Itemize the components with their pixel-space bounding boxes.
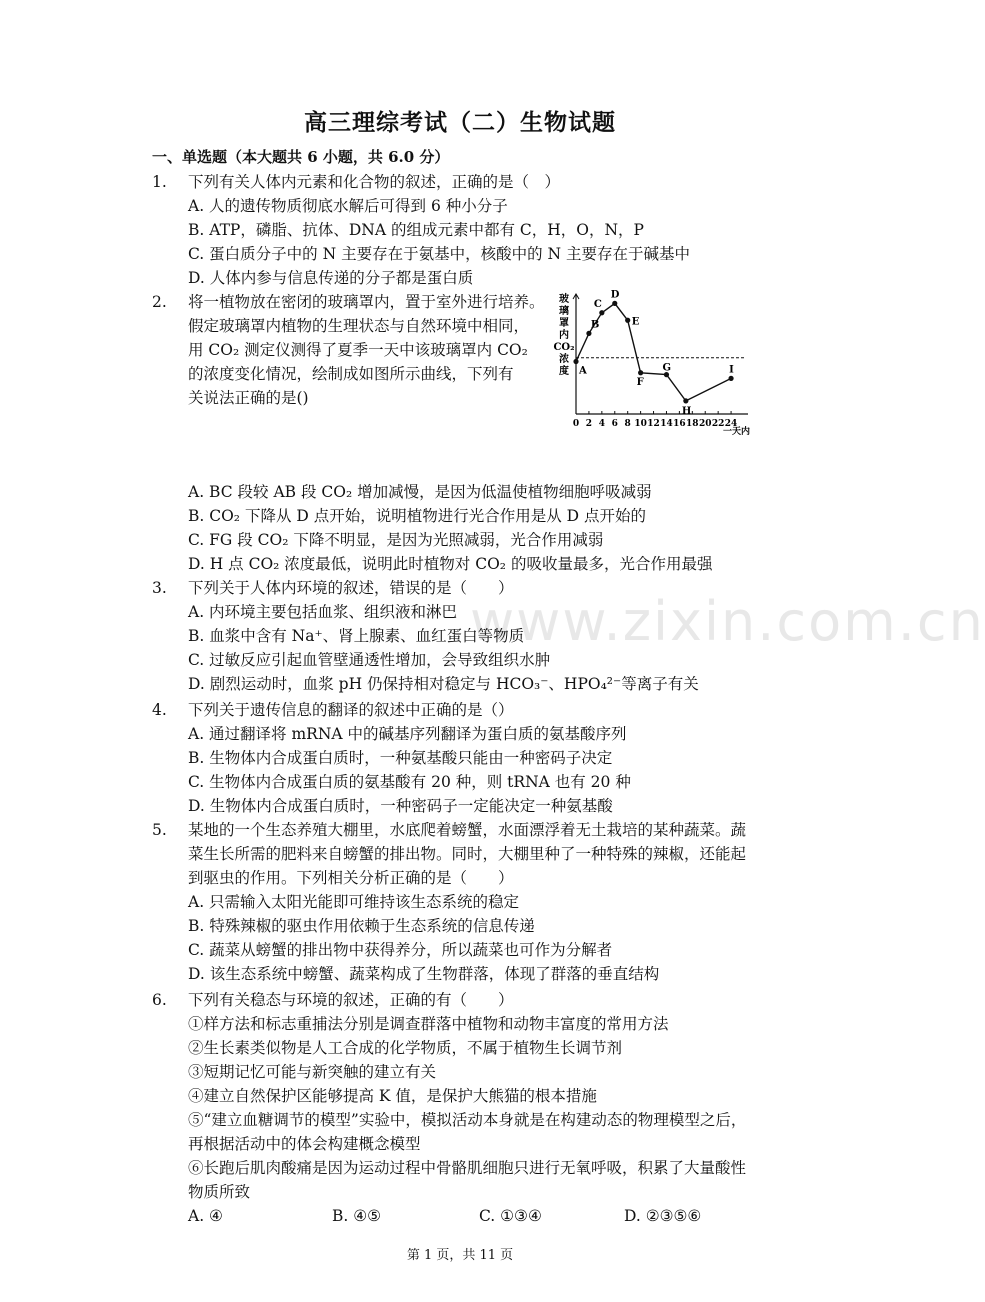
option-d: D. 剧烈运动时，血浆 pH 仍保持相对稳定与 HCO₃⁻、HPO₄²⁻等离子有关 — [188, 675, 699, 693]
question-number: 4. — [152, 701, 167, 719]
statement-item: ⑥长跑后肌肉酸痛是因为运动过程中骨骼肌细胞只进行无氧呼吸，积累了大量酸性 — [188, 1159, 747, 1177]
statement-item: 再根据活动中的体会构建概念模型 — [188, 1135, 421, 1153]
option-c: C. FG 段 CO₂ 下降不明显，是因为光照减弱，光合作用减弱 — [188, 531, 604, 549]
question-stem-line: 的浓度变化情况，绘制成如图所示曲线，下列有 — [188, 365, 514, 383]
data-point-f — [638, 370, 643, 375]
option-b: B. 特殊辣椒的驱虫作用依赖于生态系统的信息传递 — [188, 917, 535, 935]
page-footer: 第 1 页，共 11 页 — [406, 1248, 514, 1263]
option-c: C. 蛋白质分子中的 N 主要存在于氨基中，核酸中的 N 主要存在于碱基中 — [188, 245, 690, 263]
data-point-label: F — [636, 376, 644, 388]
data-point-label: E — [631, 316, 640, 328]
option-a: A. 通过翻译将 mRNA 中的碱基序列翻译为蛋白质的氨基酸序列 — [188, 725, 627, 743]
x-tick-label: 20 — [698, 419, 712, 429]
data-point-label: D — [610, 289, 620, 301]
y-axis-label-char: 璃 — [559, 306, 569, 317]
question-stem-line: 用 CO₂ 测定仪测得了夏季一天中该玻璃罩内 CO₂ — [188, 341, 528, 359]
x-tick-label: 14 — [660, 419, 673, 429]
statement-item: ①样方法和标志重捕法分别是调查群落中植物和动物丰富度的常用方法 — [188, 1015, 669, 1033]
option-c: C. 过敏反应引起血管壁通透性增加，会导致组织水肿 — [188, 651, 551, 669]
statement-item: ⑤“建立血糖调节的模型”实验中，模拟活动本身就是在构建动态的物理模型之后， — [188, 1111, 747, 1129]
option-d: D. 人体内参与信息传递的分子都是蛋白质 — [188, 269, 474, 287]
data-point-label: C — [593, 298, 602, 310]
data-point-a — [573, 359, 578, 364]
watermark: www.zixin.com.cn — [470, 590, 985, 653]
option-b: B. ATP，磷脂、抗体、DNA 的组成元素中都有 C，H，O，N，P — [188, 221, 644, 239]
data-point-b — [586, 331, 591, 336]
question-stem-line: 关说法正确的是() — [188, 389, 309, 407]
option-d: D. 该生态系统中螃蟹、蔬菜构成了生物群落，体现了群落的垂直结构 — [188, 965, 660, 983]
data-point-label: I — [729, 364, 734, 376]
question-stem-line: 假定玻璃罩内植物的生理状态与自然环境中相同， — [188, 317, 530, 335]
x-tick-label: 0 — [572, 419, 580, 429]
statement-item: ③短期记忆可能与新突触的建立有关 — [188, 1063, 437, 1081]
option-a: A. BC 段较 AB 段 CO₂ 增加减慢，是因为低温使植物细胞呼吸减弱 — [188, 483, 652, 501]
question-stem: 下列关于人体内环境的叙述，错误的是（ ） — [188, 579, 514, 597]
statement-item: ④建立自然保护区能够提高 K 值，是保护大熊猫的根本措施 — [188, 1087, 597, 1105]
x-tick-label: 10 — [634, 419, 647, 429]
option-d: D. 生物体内合成蛋白质时，一种密码子一定能决定一种氨基酸 — [188, 797, 613, 815]
data-point-d — [612, 301, 617, 306]
option-b: B. 血浆中含有 Na⁺、肾上腺素、血红蛋白等物质 — [188, 627, 525, 645]
data-point-i — [728, 376, 733, 381]
y-axis-label-char: 罩 — [559, 318, 569, 329]
x-tick-label: 6 — [611, 419, 618, 429]
x-tick-label: 4 — [598, 419, 605, 429]
option-c: C. ①③④ — [479, 1207, 542, 1225]
x-tick-label: 2 — [585, 419, 593, 429]
question-number: 5. — [152, 821, 167, 839]
option-a: A. 只需输入太阳光能即可维持该生态系统的稳定 — [188, 893, 520, 911]
data-point-c — [599, 310, 604, 315]
question-stem: 下列有关稳态与环境的叙述，正确的有（ ） — [188, 991, 514, 1009]
data-point-label: H — [681, 405, 692, 417]
x-tick-label: 8 — [624, 419, 631, 429]
data-point-label: G — [662, 362, 672, 374]
y-axis-label-char: 度 — [559, 366, 569, 377]
question-number: 6. — [152, 991, 167, 1009]
option-b: B. ④⑤ — [332, 1207, 382, 1225]
statement-item: 物质所致 — [188, 1183, 251, 1201]
x-tick-label: 12 — [647, 419, 660, 429]
y-axis-label-char: CO₂ — [553, 342, 575, 353]
page-title: 高三理综考试（二）生物试题 — [304, 109, 616, 136]
option-b: B. CO₂ 下降从 D 点开始，说明植物进行光合作用是从 D 点开始的 — [188, 507, 647, 525]
question-number: 3. — [152, 579, 167, 597]
question-stem-line: 某地的一个生态养殖大棚里，水底爬着螃蟹，水面漂浮着无土栽培的某种蔬菜。蔬 — [188, 821, 747, 839]
x-tick-label: 22 — [711, 419, 725, 429]
x-tick-label: 18 — [686, 419, 699, 429]
y-axis-label-char: 玻 — [559, 294, 569, 305]
co2-series-line — [576, 303, 731, 401]
question-stem-line: 将一植物放在密闭的玻璃罩内，置于室外进行培养。 — [188, 293, 545, 311]
option-c: C. 蔬菜从螃蟹的排出物中获得养分，所以蔬菜也可作为分解者 — [188, 941, 613, 959]
y-axis-label-char: 浓 — [559, 354, 569, 365]
section-heading: 一、单选题（本大题共 6 小题，共 6.0 分） — [152, 148, 450, 166]
x-tick-label: 16 — [673, 419, 686, 429]
data-point-e — [625, 318, 630, 323]
x-axis-label: 一天内 — [722, 427, 750, 437]
data-point-h — [683, 398, 688, 403]
options-row — [188, 1204, 778, 1228]
question-number: 1. — [152, 173, 167, 191]
option-a: A. ④ — [188, 1207, 223, 1225]
question-stem: 下列关于遗传信息的翻译的叙述中正确的是（） — [188, 701, 514, 719]
question-stem-line: 到驱虫的作用。下列相关分析正确的是（ ） — [188, 869, 514, 887]
option-d: D. ②③⑤⑥ — [624, 1207, 702, 1225]
data-point-label: A — [579, 365, 587, 377]
option-a: A. 内环境主要包括血浆、组织液和淋巴 — [188, 603, 458, 621]
y-axis-label-char: 内 — [559, 330, 569, 341]
data-point-label: B — [590, 319, 600, 331]
co2-concentration-chart — [552, 288, 772, 440]
question-stem: 下列有关人体内元素和化合物的叙述，正确的是（ ） — [188, 173, 561, 191]
question-number: 2. — [152, 293, 167, 311]
option-a: A. 人的遗传物质彻底水解后可得到 6 种小分子 — [188, 197, 508, 215]
option-b: B. 生物体内合成蛋白质时，一种氨基酸只能由一种密码子决定 — [188, 749, 613, 767]
x-tick-label: 24 — [724, 419, 738, 429]
question-stem-line: 菜生长所需的肥料来自螃蟹的排出物。同时，大棚里种了一种特殊的辣椒，还能起 — [188, 845, 747, 863]
statement-item: ②生长素类似物是人工合成的化学物质，不属于植物生长调节剂 — [188, 1039, 623, 1057]
option-d: D. H 点 CO₂ 浓度最低，说明此时植物对 CO₂ 的吸收量最多，光合作用最强 — [188, 555, 713, 573]
option-c: C. 生物体内合成蛋白质的氨基酸有 20 种，则 tRNA 也有 20 种 — [188, 773, 631, 791]
